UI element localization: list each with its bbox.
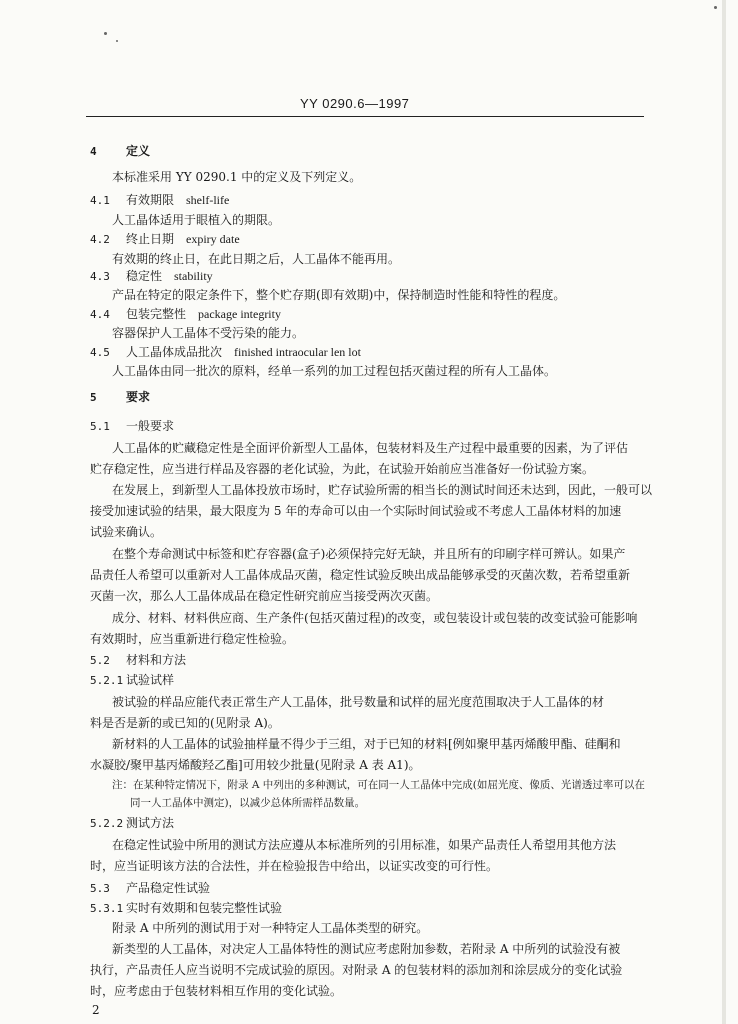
standard-code-header: YY 0290.6—1997 [300,96,410,111]
paragraph-line: 被试验的样品应能代表正常生产人工晶体，批号数量和试样的屈光度范围取决于人工晶体的材 [112,695,605,709]
header-rule [86,116,644,117]
paragraph-line: 灭菌一次，那么人工晶体成品在稳定性研究前应当接受两次灭菌。 [90,589,439,603]
section-5-2-2-heading: 5.2.2 测试方法 [90,816,175,830]
paragraph-line: 附录 A 中所列的测试用于对一种特定人工晶体类型的研究。 [112,921,429,935]
section-5-2-heading: 5.2 材料和方法 [90,653,187,667]
section-4-intro: 本标准采用 YY 0290.1 中的定义及下列定义。 [112,170,362,184]
paragraph-line: 料是否是新的或已知的(见附录 A)。 [90,716,280,730]
paragraph-line: 人工晶体的贮藏稳定性是全面评价新型人工晶体，包装材料及生产过程中最重要的因素，为了评估 [112,441,629,455]
term-4-1: 4.1 有效期限 shelf-life [90,193,230,207]
section-5-3-heading: 5.3 产品稳定性试验 [90,881,211,895]
paragraph-line: 贮存稳定性，应当进行样品及容器的老化试验，为此，在试验开始前应当准备好一份试验方案。 [90,462,595,476]
section-5-heading: 5 要求 [90,390,151,404]
paragraph-line: 时，应当证明该方法的合法性，并在检验报告中给出，以证实改变的可行性。 [90,859,499,873]
term-4-4: 4.4 包装完整性 package integrity [90,307,281,321]
term-4-2: 4.2 终止日期 expiry date [90,232,240,246]
paragraph-line: 新类型的人工晶体，对决定人工晶体特性的测试应考虑附加参数，若附录 A 中所列的试验没有被 [112,942,621,956]
paragraph-line: 接受加速试验的结果，最大限度为 5 年的寿命可以由一个实际时间试验或不考虑人工晶体材料的加速 [90,504,622,518]
paragraph-line: 在稳定性试验中所用的测试方法应遵从本标准所列的引用标准，如果产品责任人希望用其他方法 [112,838,617,852]
term-4-1-definition: 人工晶体适用于眼植入的期限。 [112,213,281,227]
section-5-3-1-heading: 5.3.1 实时有效期和包装完整性试验 [90,901,283,915]
paragraph-line: 水凝胶/聚甲基丙烯酸羟乙酯]可用较少批量(见附录 A 表 A1)。 [90,758,421,772]
term-4-2-definition: 有效期的终止日，在此日期之后，人工晶体不能再用。 [112,252,401,266]
term-4-3: 4.3 稳定性 stability [90,269,213,283]
paragraph-line: 执行，产品责任人应当说明不完成试验的原因。对附录 A 的包装材料的添加剂和涂层成分的变化试验 [90,963,623,977]
paragraph-line: 品责任人希望可以重新对人工晶体成品灭菌，稳定性试验反映出成品能够承受的灭菌次数，若希望重新 [90,568,631,582]
term-4-5-definition: 人工晶体由同一批次的原料，经单一系列的加工过程包括灭菌过程的所有人工晶体。 [112,364,557,378]
scan-speck [714,6,717,9]
paragraph-line: 成分、材料、材料供应商、生产条件(包括灭菌过程)的改变，或包装设计或包装的改变试验可能影响 [112,611,638,625]
paragraph-line: 在发展上，到新型人工晶体投放市场时，贮存试验所需的相当长的测试时间还未达到，因此，一般可以 [112,483,653,497]
page-number: 2 [92,1003,100,1017]
scan-speck [116,40,118,42]
term-4-5: 4.5 人工晶体成品批次 finished intraocular len lot [90,345,361,359]
paragraph-line: 试验来确认。 [90,525,163,539]
section-5-2-1-heading: 5.2.1 试验试样 [90,673,175,687]
paragraph-line: 时，应考虑由于包装材料相互作用的变化试验。 [90,984,343,998]
paragraph-line: 有效期时，应当重新进行稳定性检验。 [90,632,295,646]
term-4-3-definition: 产品在特定的限定条件下，整个贮存期(即有效期)中，保持制造时性能和特性的程度。 [112,288,566,302]
term-4-4-definition: 容器保护人工晶体不受污染的能力。 [112,326,305,340]
scan-speck [104,32,107,35]
section-4-heading: 4 定义 [90,144,151,158]
section-5-1-heading: 5.1 一般要求 [90,419,175,433]
paragraph-line: 在整个寿命测试中标签和贮存容器(盒子)必须保持完好无缺，并且所有的印刷字样可辨认。如果产 [112,547,626,561]
note-line: 同一人工晶体中测定)，以减少总体所需样品数量。 [130,797,366,809]
note-line: 注：在某种特定情况下，附录 A 中列出的多种测试，可在同一人工晶体中完成(如屈光度、像质、光谱透过率可以在 [112,779,645,791]
paragraph-line: 新材料的人工晶体的试验抽样量不得少于三组，对于已知的材料[例如聚甲基丙烯酸甲酯、硅酮和 [112,737,621,751]
page-edge-shadow [722,0,726,1024]
